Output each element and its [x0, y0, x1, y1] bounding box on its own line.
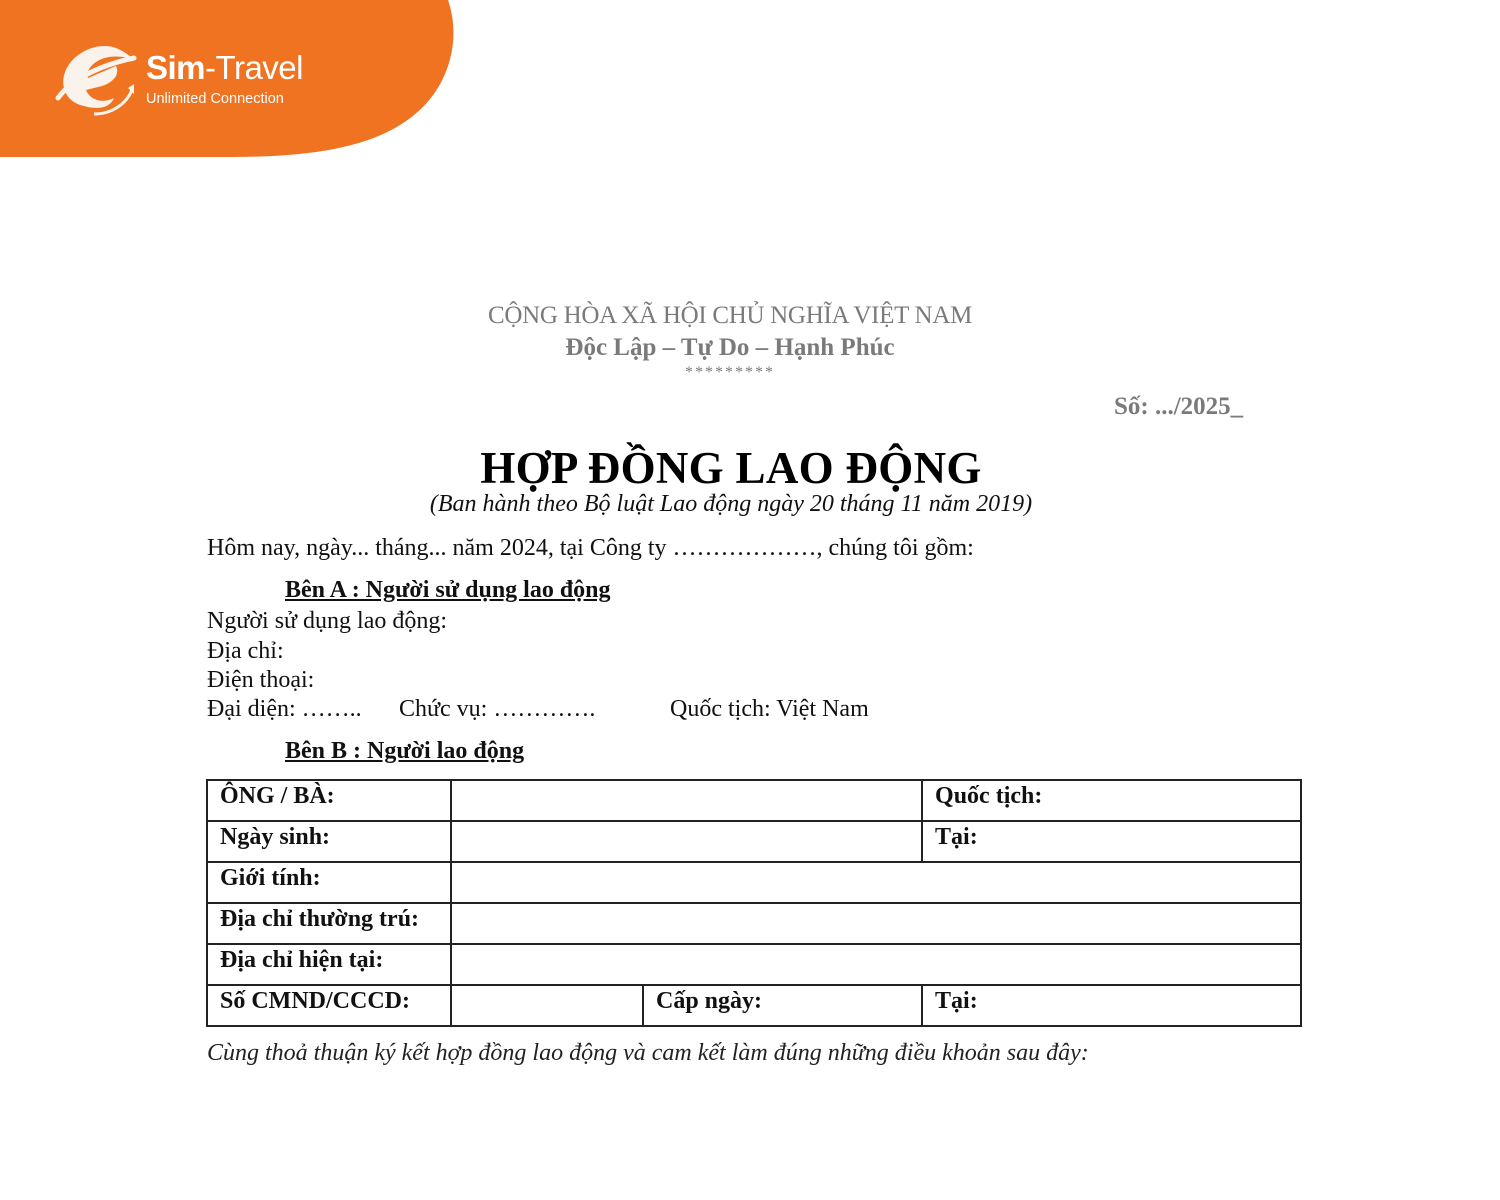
document-title: HỢP ĐỒNG LAO ĐỘNG	[480, 443, 982, 493]
current-address-label: Địa chỉ hiện tại:	[207, 944, 451, 985]
id-number-value-cell[interactable]	[451, 985, 643, 1026]
brand-tagline: Unlimited Connection	[146, 91, 284, 107]
brand-logo[interactable]	[54, 36, 314, 120]
intro-line: Hôm nay, ngày... tháng... năm 2024, tại Công ty ………………, chúng tôi gồm:	[207, 535, 974, 561]
representative-field: Đại diện: ……..	[207, 696, 362, 722]
document-subtitle: (Ban hành theo Bộ luật Lao động ngày 20 tháng 11 năm 2019)	[429, 491, 1033, 517]
issue-date-label[interactable]: Cấp ngày:	[643, 985, 922, 1026]
gender-value-cell[interactable]	[451, 862, 1301, 903]
table-row	[207, 780, 1301, 821]
nation-header: CỘNG HÒA XÃ HỘI CHỦ NGHĨA VIỆT NAM	[487, 302, 972, 329]
permanent-address-value-cell[interactable]	[451, 903, 1301, 944]
table-row	[207, 985, 1301, 1026]
name-value-cell[interactable]	[451, 780, 922, 821]
gender-label: Giới tính:	[207, 862, 451, 903]
employer-nationality-field: Quốc tịch: Việt Nam	[670, 696, 869, 722]
national-motto: Độc Lập – Tự Do – Hạnh Phúc	[565, 334, 895, 361]
closing-statement: Cùng thoả thuận ký kết hợp đồng lao động và cam kết làm đúng những điều khoản sau đây:	[207, 1040, 1089, 1066]
dob-value-cell[interactable]	[451, 821, 922, 862]
issue-place-label[interactable]: Tại:	[922, 985, 1301, 1026]
nationality-label[interactable]: Quốc tịch:	[922, 780, 1301, 821]
document-number: Số: .../2025_	[1114, 393, 1244, 420]
table-row	[207, 862, 1301, 903]
employer-field: Người sử dụng lao động:	[207, 608, 448, 634]
id-number-label: Số CMND/CCCD:	[207, 985, 451, 1026]
permanent-address-label: Địa chỉ thường trú:	[207, 903, 451, 944]
party-a-heading: Bên A : Người sử dụng lao động	[285, 577, 611, 603]
current-address-value-cell[interactable]	[451, 944, 1301, 985]
separator-stars: *********	[685, 364, 775, 381]
birthplace-label[interactable]: Tại:	[922, 821, 1301, 862]
table-row	[207, 944, 1301, 985]
brand-name	[146, 50, 303, 86]
table-row	[207, 821, 1301, 862]
table-row	[207, 903, 1301, 944]
e-globe-orbit-icon	[54, 36, 140, 120]
name-label: ÔNG / BÀ:	[207, 780, 451, 821]
employer-phone-field: Điện thoại:	[207, 667, 315, 693]
brand-name-rest: -Travel	[205, 49, 303, 86]
brand-name-bold: Sim	[146, 49, 206, 86]
employee-info-table	[206, 779, 1302, 1027]
party-b-heading: Bên B : Người lao động	[285, 738, 525, 764]
dob-label: Ngày sinh:	[207, 821, 451, 862]
employer-address-field: Địa chỉ:	[207, 638, 284, 664]
position-field: Chức vụ: ………….	[399, 696, 596, 722]
